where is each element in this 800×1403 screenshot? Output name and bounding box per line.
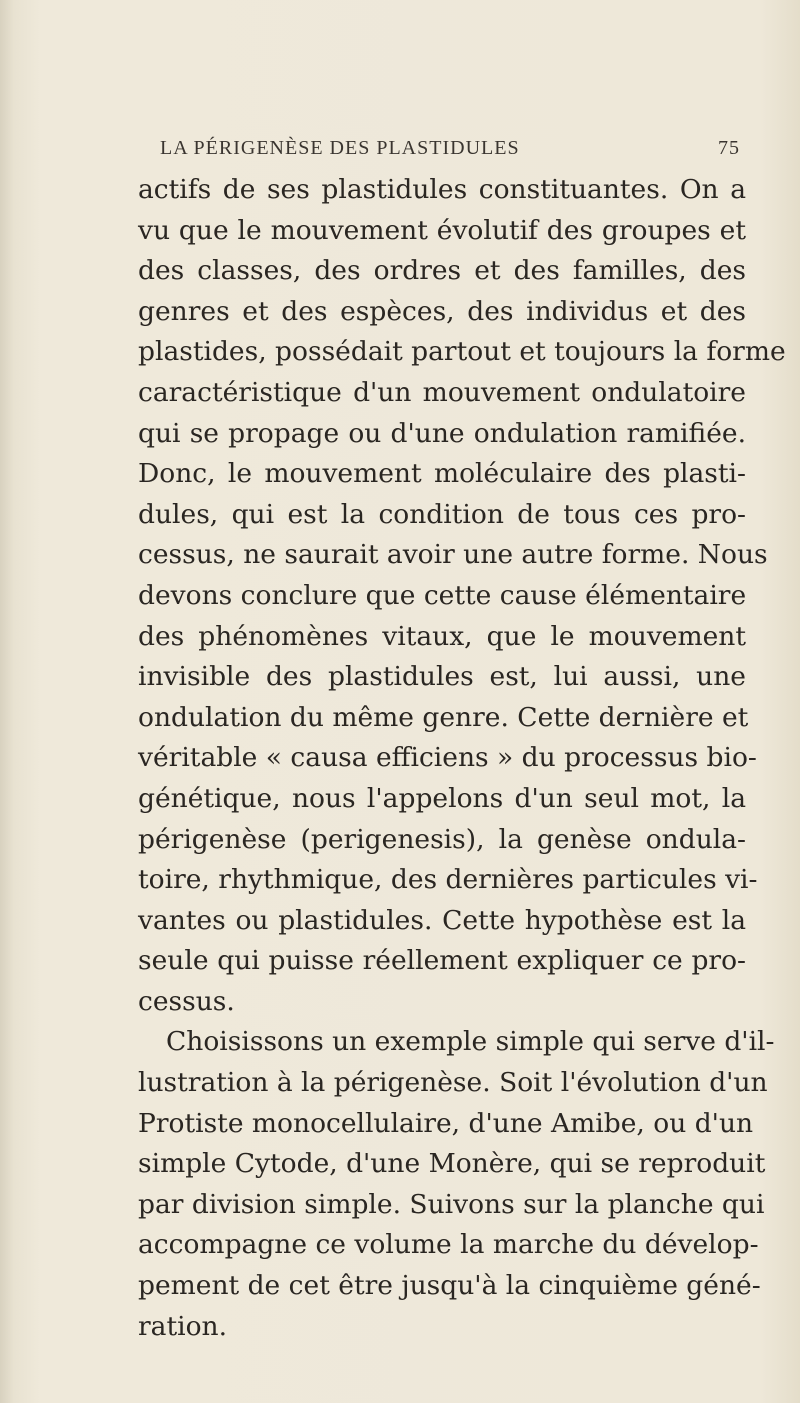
text-line: seule qui puisse réellement expliquer ce pro- <box>138 945 746 977</box>
text-line: cessus. <box>138 985 235 1017</box>
text-line: invisible des plastidules est, lui aussi, une <box>138 661 746 693</box>
text-line: devons conclure que cette cause élémentaire <box>138 579 747 611</box>
paragraph-1 <box>138 170 786 1022</box>
text-line: caractéristique d'un mouvement ondulatoire <box>138 376 746 408</box>
text-line: toire, rhythmique, des dernières particules vi- <box>138 864 758 896</box>
text-line: Donc, le mouvement moléculaire des plasti- <box>138 458 746 490</box>
text-line: genres et des espèces, des individus et des <box>138 295 746 327</box>
text-line: qui se propage ou d'une ondulation ramifiée. <box>138 417 746 449</box>
text-line: des phénomènes vitaux, que le mouvement <box>138 620 746 652</box>
text-line: simple Cytode, d'une Monère, qui se reproduit <box>138 1148 766 1180</box>
text-line: vu que le mouvement évolutif des groupes et <box>138 214 746 246</box>
text-line: Choisissons un exemple simple qui serve d'il- <box>166 1026 775 1058</box>
text-line: vantes ou plastidules. Cette hypothèse est la <box>138 904 746 936</box>
text-line: pement de cet être jusqu'à la cinquième géné- <box>138 1270 761 1302</box>
text-line: plastides, possédait partout et toujours la forme <box>138 336 786 368</box>
page-header <box>160 137 740 167</box>
text-line: ondulation du même genre. Cette dernière et <box>138 701 749 733</box>
text-line: génétique, nous l'appelons d'un seul mot, la <box>138 782 746 814</box>
text-line: des classes, des ordres et des familles, des <box>138 255 746 287</box>
running-title: LA PÉRIGENÈSE DES PLASTIDULES <box>160 137 520 159</box>
text-line: ration. <box>138 1310 228 1342</box>
text-line: périgenèse (perigenesis), la genèse ondula- <box>138 823 746 855</box>
text-line: dules, qui est la condition de tous ces pro- <box>138 498 746 530</box>
text-line: véritable « causa efficiens » du processus bio- <box>138 742 757 774</box>
text-line: lustration à la périgenèse. Soit l'évolution d'un <box>138 1067 768 1099</box>
text-line: par division simple. Suivons sur la planche qui <box>138 1188 765 1220</box>
page-number: 75 <box>718 137 740 159</box>
text-line: cessus, ne saurait avoir une autre forme. Nous <box>138 539 768 571</box>
text-line: actifs de ses plastidules constituantes. On a <box>138 174 746 205</box>
text-line: accompagne ce volume la marche du dévelop- <box>138 1229 759 1261</box>
body-text <box>138 170 786 1347</box>
paragraph-2 <box>138 1022 775 1347</box>
text-line: Protiste monocellulaire, d'une Amibe, ou d'un <box>138 1107 754 1139</box>
